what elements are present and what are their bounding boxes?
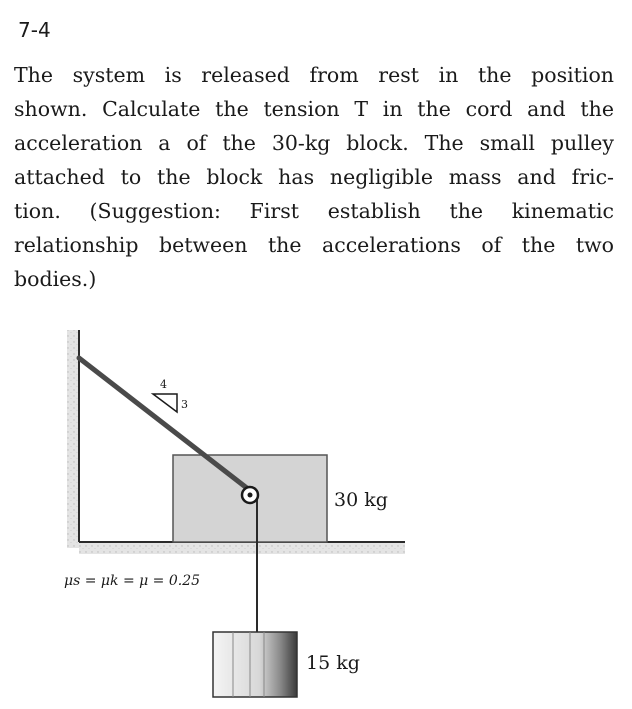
slope-triangle-icon [153, 394, 177, 412]
slope-rise-label: 3 [181, 398, 188, 411]
block-mass-label: 30 kg [334, 489, 388, 511]
friction-coefficient-label: μs = μk = μ = 0.25 [64, 573, 201, 589]
statement-line: acceleration a of the 30-kg block. The small pulley [14, 131, 614, 155]
problem-number: 7-4 [18, 18, 51, 42]
statement-line: shown. Calculate the tension T in the cord and the [14, 97, 614, 121]
slope-run-label: 4 [160, 378, 167, 391]
statement-line: The system is released from rest in the position [14, 63, 614, 87]
wall [67, 330, 79, 548]
problem-statement [14, 58, 614, 296]
mechanics-figure [0, 310, 632, 709]
hanging-weight-15kg [213, 632, 297, 697]
statement-line: attached to the block has negligible mass and fric- [14, 165, 614, 189]
pulley-axle [248, 493, 253, 498]
statement-line: relationship between the accelerations of the two [14, 233, 614, 257]
statement-line: tion. (Suggestion: First establish the kinematic [14, 199, 614, 223]
weight-mass-label: 15 kg [306, 652, 360, 674]
floor [79, 542, 405, 554]
statement-line: bodies.) [14, 267, 97, 291]
